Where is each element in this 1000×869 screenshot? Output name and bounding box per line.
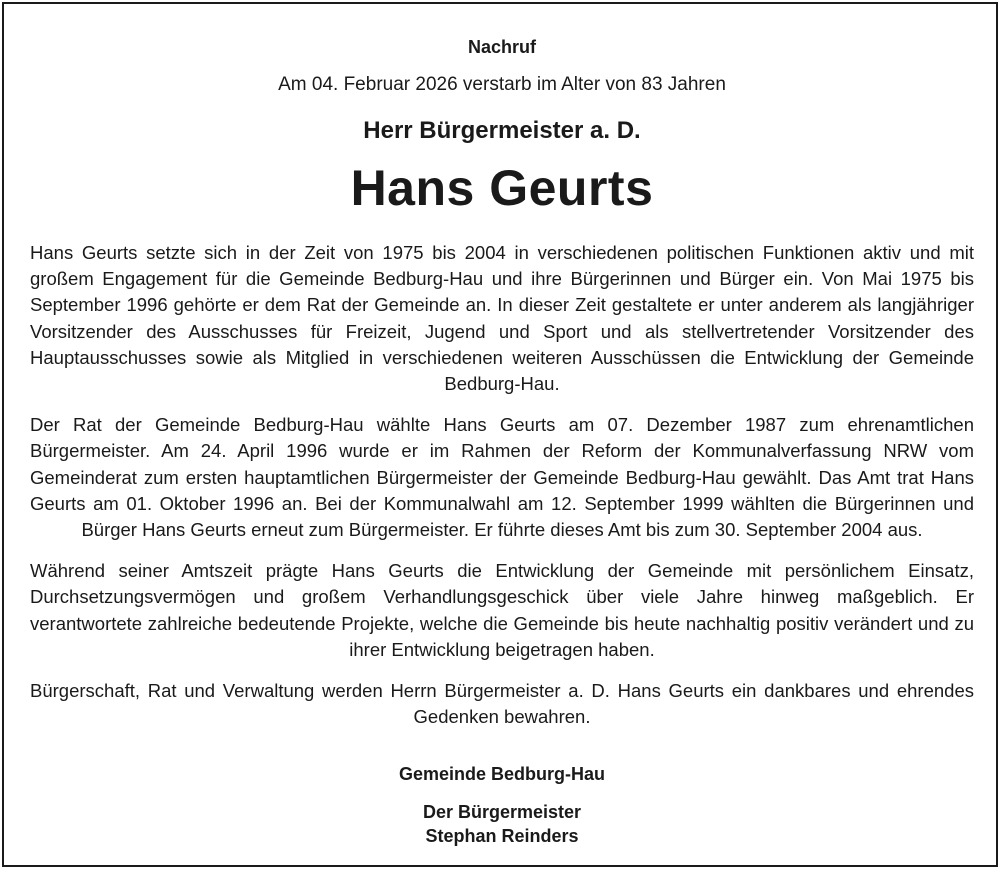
- honorific-title: Herr Bürgermeister a. D.: [363, 117, 641, 144]
- paragraph-mayor: Der Rat der Gemeinde Bedburg-Hau wählte Hans Geurts am 07. Dezember 1987 zum ehrenamtlichen Bürgermeister. Am 24. April 1996 wurde er im Rahmen der Reform der Kommunalverfassung NRW vom Gemeinderat zum ersten hauptamtlichen Bürgermeister der Gemeinde Bedburg-Hau gewählt. Das Amt trat Hans Geurts am 01. Oktober 1996 an. Bei der Kommunalwahl am 12. September 1999 wählten die Bürgerinnen und Bürger Hans Geurts erneut zum Bürgermeister. Er führte dieses Amt bis zum 30. September 2004 aus.: [30, 414, 974, 541]
- paragraph-career: Hans Geurts setzte sich in der Zeit von 1975 bis 2004 in verschiedenen politischen Funktionen aktiv und mit großem Engagement für die Gemeinde Bedburg-Hau und ihre Bürgerinnen und Bürger ein. Von Mai 1975 bis September 1996 gehörte er dem Rat der Gemeinde an. In dieser Zeit gestaltete er unter anderem als langjähriger Vorsitzender des Ausschusses für Freizeit, Jugend und Sport und als stellvertretender Vorsitzender des Hauptausschusses sowie als Mitglied in verschiedenen weiteren Ausschüssen die Entwicklung der Gemeinde Bedburg-Hau.: [30, 242, 974, 395]
- paragraph-remembrance: Bürgerschaft, Rat und Verwaltung werden Herrn Bürgermeister a. D. Hans Geurts ein dankbares und ehrendes Gedenken bewahren.: [30, 680, 974, 728]
- notice-label: Nachruf: [467, 37, 536, 57]
- obituary-body: [30, 240, 974, 745]
- signature-role: Der Bürgermeister: [422, 802, 582, 822]
- paragraph-legacy: Während seiner Amtszeit prägte Hans Geurts die Entwicklung der Gemeinde mit persönlichem Einsatz, Durchsetzungsvermögen und großem Verhandlungsgeschick über viele Jahre hinweg maßgeblich. Er verantwortete zahlreiche bedeutende Projekte, welche die Gemeinde bis heute nachhaltig positiv verändert und zu ihrer Entwicklung beigetragen haben.: [30, 560, 974, 660]
- deceased-name: Hans Geurts: [350, 160, 654, 216]
- signature-organization: Gemeinde Bedburg-Hau: [398, 764, 606, 784]
- death-announcement: Am 04. Februar 2026 verstarb im Alter von 83 Jahren: [278, 74, 726, 95]
- notice-frame: [2, 2, 998, 867]
- signature-name: Stephan Reinders: [425, 826, 579, 846]
